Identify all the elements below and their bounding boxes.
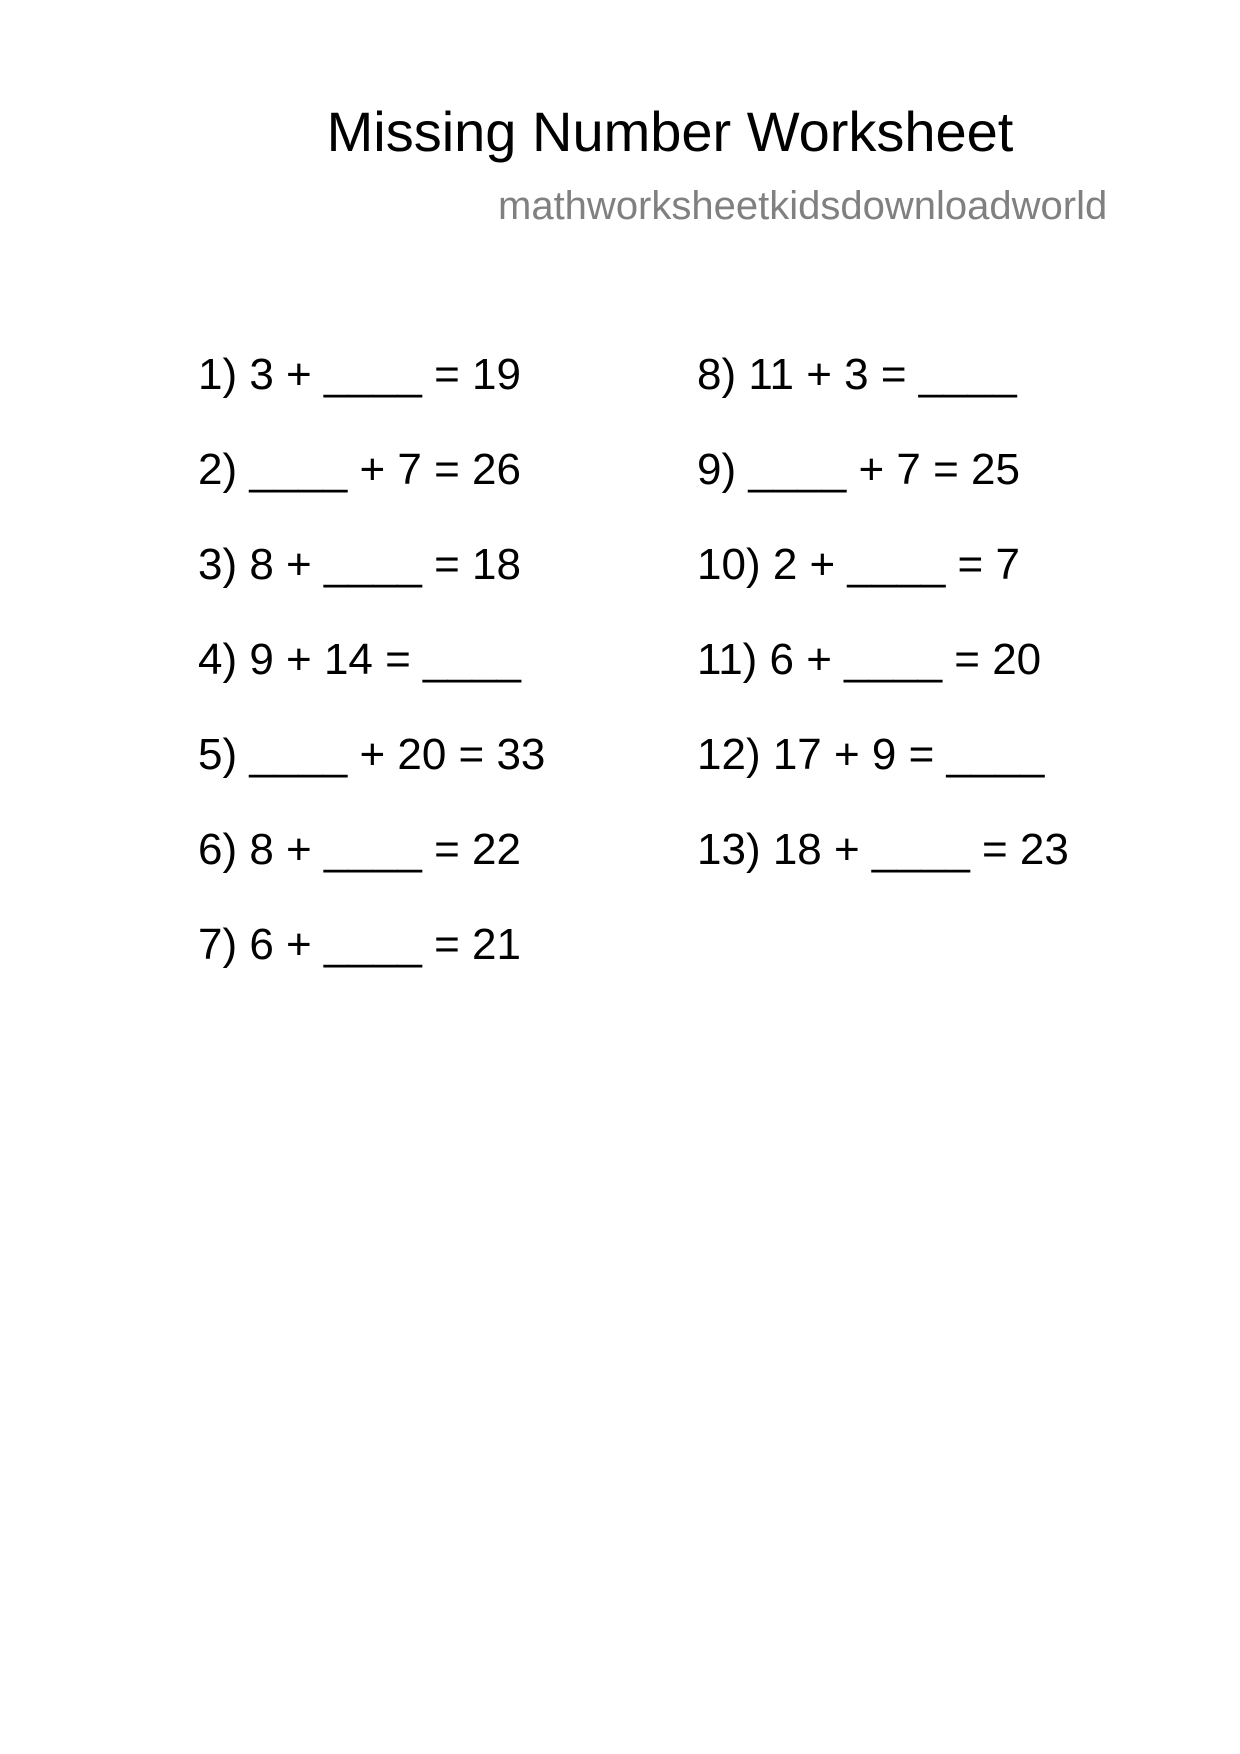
problem-11: 11) 6 + ____ = 20	[697, 635, 1042, 684]
problem-5: 5) ____ + 20 = 33	[198, 730, 546, 779]
problem-7: 7) 6 + ____ = 21	[198, 920, 521, 969]
problem-3: 3) 8 + ____ = 18	[198, 540, 521, 589]
worksheet-source: mathworksheetkidsdownloadworld	[498, 184, 1108, 228]
problem-2: 2) ____ + 7 = 26	[198, 445, 521, 494]
problem-6: 6) 8 + ____ = 22	[198, 825, 521, 874]
problem-8: 8) 11 + 3 = ____	[697, 350, 1017, 399]
problem-column-left	[198, 349, 545, 1014]
worksheet-title: Missing Number Worksheet	[326, 100, 1014, 163]
problem-1: 1) 3 + ____ = 19	[198, 350, 521, 399]
problem-12: 12) 17 + 9 = ____	[697, 730, 1045, 779]
problem-4: 4) 9 + 14 = ____	[198, 635, 521, 684]
problem-9: 9) ____ + 7 = 25	[697, 445, 1020, 494]
problem-13: 13) 18 + ____ = 23	[697, 825, 1069, 874]
problem-column-right	[697, 349, 1069, 919]
problem-10: 10) 2 + ____ = 7	[697, 540, 1020, 589]
